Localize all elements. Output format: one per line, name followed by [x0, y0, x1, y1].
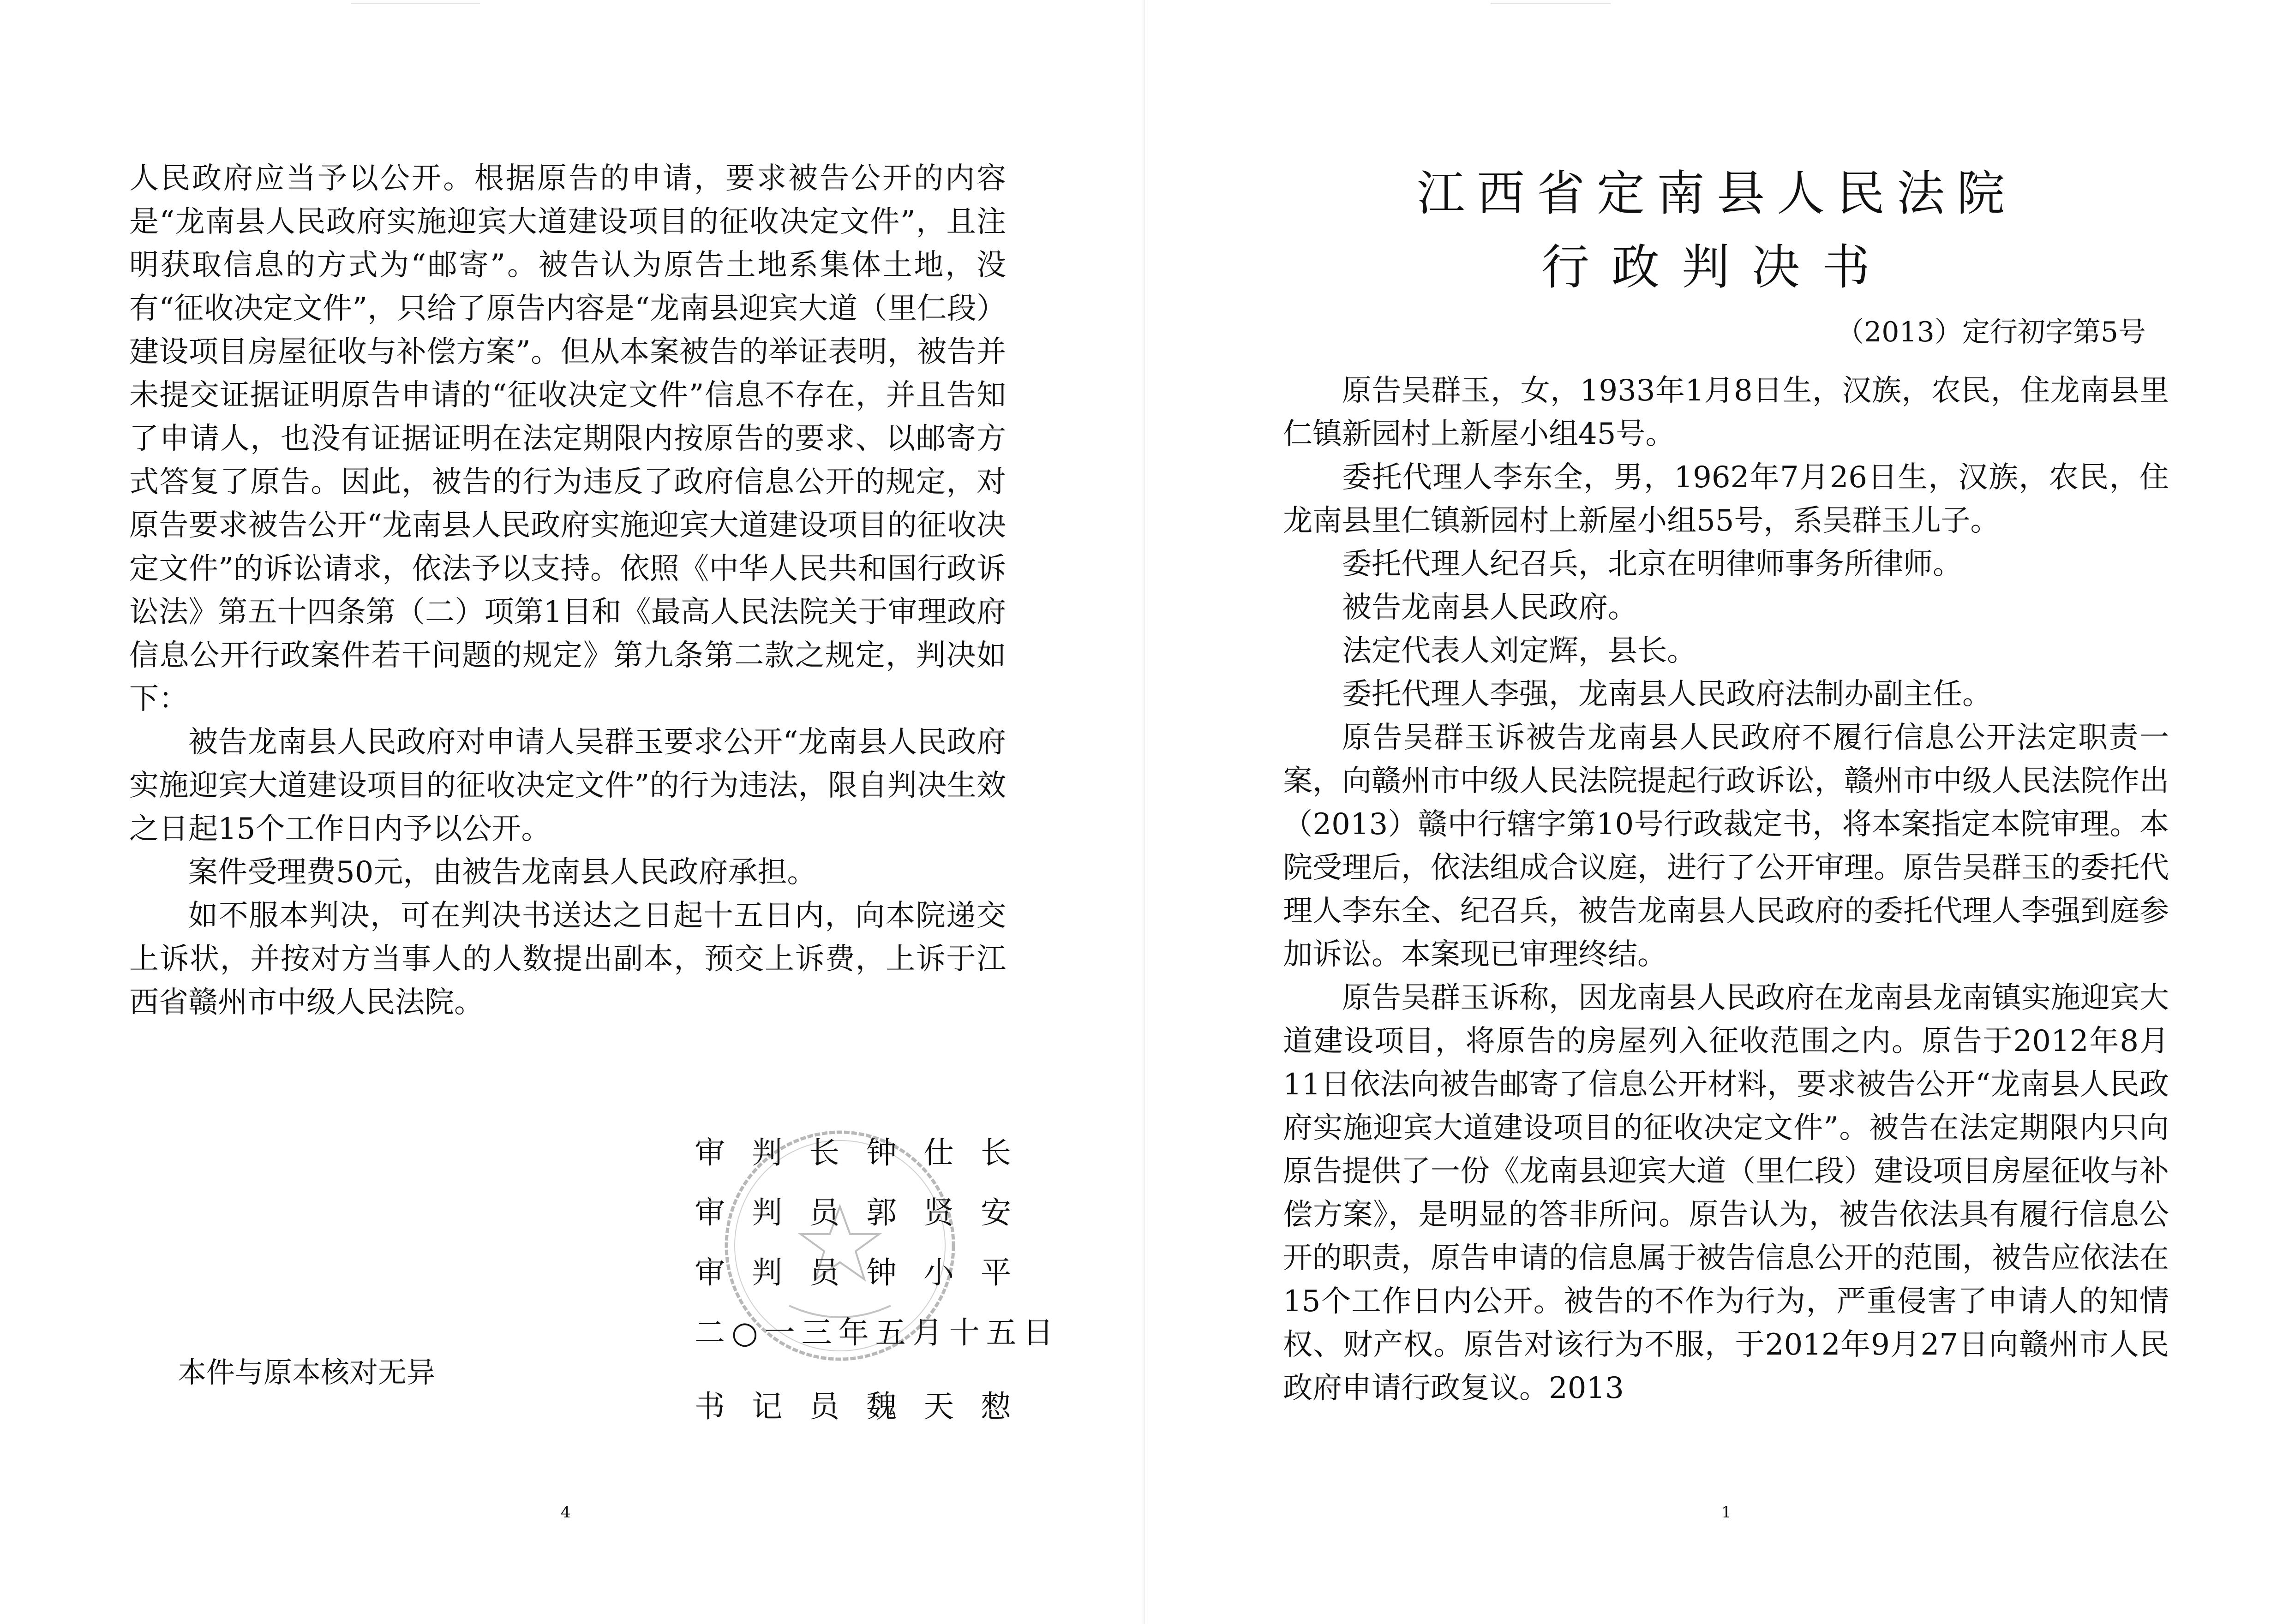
- paragraph: 法定代表人刘定辉，县长。: [1342, 634, 1696, 668]
- signature-presiding-judge: 审判长钟仕长: [695, 1135, 1038, 1170]
- document-type-title: 行政判决书: [1541, 239, 1892, 295]
- signature-clerk: 书记员魏天愸: [695, 1389, 1038, 1424]
- left-page-body: [129, 157, 1006, 1024]
- paragraph: 被告龙南县人民政府对申请人吴群玉要求公开“龙南县人民政府实施迎宾大道建设项目的征收决定文件”的行为违法，限自判决生效之日起15个工作日内予以公开。: [129, 725, 1006, 846]
- paragraph: 如不服本判决，可在判决书送达之日起十五日内，向本院递交上诉状，并按对方当事人的人数提出副本，预交上诉费，上诉于江西省赣州市中级人民法院。: [129, 899, 1006, 1020]
- paragraph: 原告吴群玉，女，1933年1月8日生，汉族，农民，住龙南县里仁镇新园村上新屋小组45号。: [1283, 374, 2169, 451]
- paragraph: 原告吴群玉诉被告龙南县人民政府不履行信息公开法定职责一案，向赣州市中级人民法院提起行政诉讼，赣州市中级人民法院作出（2013）赣中行辖字第10号行政裁定书，将本案指定本院审理。本院受理后，依法组成合议庭，进行了公开审理。原告吴群玉的委托代理人李东全、纪召兵，被告龙南县人民政府的委托代理人李强到庭参加诉讼。本案现已审理终结。: [1283, 721, 2169, 972]
- page-number: 4: [561, 1503, 571, 1522]
- paragraph: 被告龙南县人民政府。: [1342, 591, 1637, 625]
- right-page: [1144, 0, 2289, 1624]
- signature-judge: 审判员钟小平: [695, 1255, 1038, 1290]
- judgment-date: 二○一三年五月十五日: [695, 1315, 1060, 1350]
- paragraph: 原告吴群玉诉称，因龙南县人民政府在龙南县龙南镇实施迎宾大道建设项目，将原告的房屋列入征收范围之内。原告于2012年8月11日依法向被告邮寄了信息公开材料，要求被告公开“龙南县人民政府实施迎宾大道建设项目的征收决定文件”。被告在法定期限内只向原告提供了一份《龙南县迎宾大道（里仁段）建设项目房屋征收与补偿方案》，是明显的答非所问。原告认为，被告依法具有履行信息公开的职责，原告申请的信息属于被告信息公开的范围，被告应依法在15个工作日内公开。被告的不作为行为，严重侵害了申请人的知情权、财产权。原告对该行为不服，于2012年9月27日向赣州市人民政府申请行政复议。2013: [1283, 981, 2169, 1405]
- case-number: （2013）定行初字第5号: [1836, 316, 2146, 348]
- paragraph: 委托代理人李强，龙南县人民政府法制办副主任。: [1342, 677, 1992, 711]
- right-page-body: [1283, 369, 2169, 1410]
- paragraph: 委托代理人纪召兵，北京在明律师事务所律师。: [1342, 547, 1962, 581]
- court-name-title: 江西省定南县人民法院: [1416, 165, 2017, 221]
- left-page: [0, 0, 1144, 1624]
- paragraph: 人民政府应当予以公开。根据原告的申请，要求被告公开的内容是“龙南县人民政府实施迎宾大道建设项目的征收决定文件”，且注明获取信息的方式为“邮寄”。被告认为原告土地系集体土地，没有“征收决定文件”，只给了原告内容是“龙南县迎宾大道（里仁段）建设项目房屋征收与补偿方案”。但从本案被告的举证表明，被告并未提交证据证明原告申请的“征收决定文件”信息不存在，并且告知了申请人，也没有证据证明在法定期限内按原告的要求、以邮寄方式答复了原告。因此，被告的行为违反了政府信息公开的规定，对原告要求被告公开“龙南县人民政府实施迎宾大道建设项目的征收决定文件”的诉讼请求，依法予以支持。依照《中华人民共和国行政诉讼法》第五十四条第（二）项第1目和《最高人民法院关于审理政府信息公开行政案件若干问题的规定》第九条第二款之规定，判决如下：: [129, 161, 1006, 716]
- certification-note: 本件与原本核对无异: [178, 1355, 436, 1389]
- paragraph: 案件受理费50元，由被告龙南县人民政府承担。: [188, 855, 817, 890]
- paragraph: 委托代理人李东全，男，1962年7月26日生，汉族，农民，住龙南县里仁镇新园村上新屋小组55号，系吴群玉儿子。: [1283, 460, 2169, 538]
- signature-judge: 审判员郭贤安: [695, 1195, 1038, 1230]
- page-number: 1: [1721, 1503, 1732, 1522]
